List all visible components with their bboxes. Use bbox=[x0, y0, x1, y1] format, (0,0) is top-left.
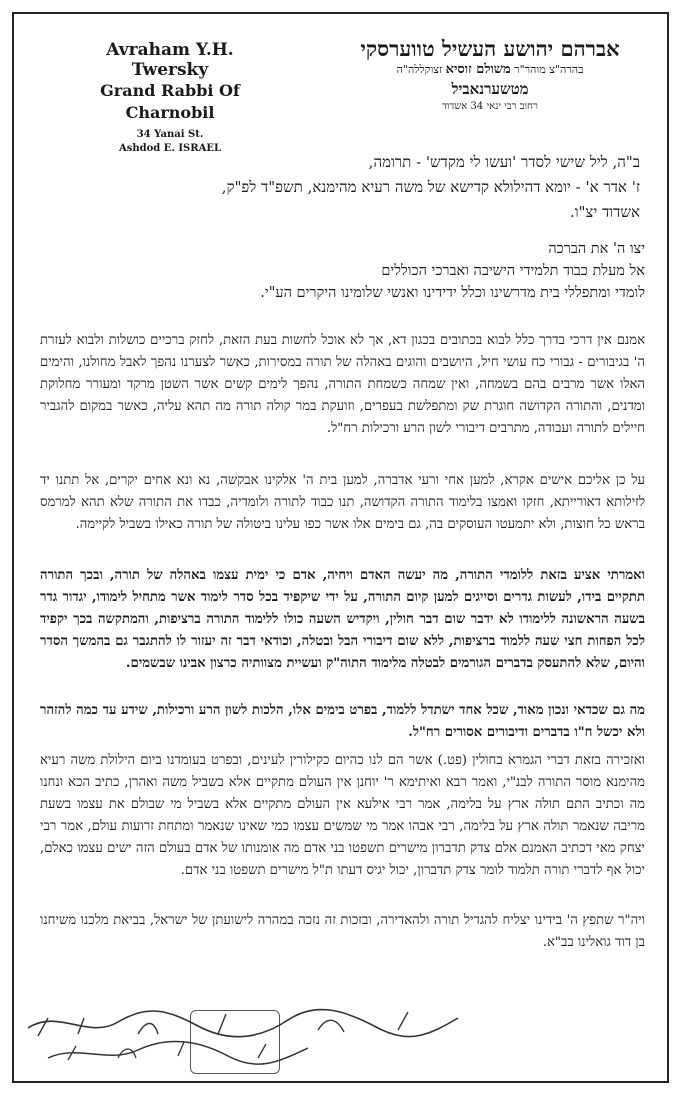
body-paragraph: ואזכירה בזאת דברי הגמרא בחולין (פט.) אשר הם לנו כהיום כקילורין לעינים, ובפרט בעומדנו ביום הילולת משה רעיא מהימנא מוסר התורה לבנ"י, ואמר רבא ואיתימא ר' יוחנן אין העולם מתקיים אלא בשביל משה ואהרן, כתיב הכא ונחנו מה וכתיב התם תולה ארץ על בלימה, אמר רבי אילעא אין העולם מתקיים אלא בשביל מי שבולם את עצמו בשעת מריבה שנאמר תולה ארץ על בלימה, רבי אבהו אמר מי שמשים עצמו כמי שאינו שנאמר ומתחת זרועות עולם, אמר רבי יצחק מאי דכתיב האמנם אלם צדק תדברון מישרים תשפטו בני אדם מה אומנותו של אדם בעולם הזה ישים עצמו כאלם, יכול אף לדברי תורה תלמוד לומר צדק תדברון, יכול יגיס דעתו ת"ל מישרים תשפטו בני אדם. bbox=[40, 753, 645, 878]
lineage-suffix: זצוקללה"ה bbox=[396, 63, 443, 76]
closing-paragraph: ויה"ר שתפץ ה' בידינו יצליח להגדיל תורה ולהאדירה, ובזכות זה נזכה במהרה לישועתן של ישראל, בביאת מלכנו משיחנו בן דוד גואלינו בב"א. bbox=[40, 913, 645, 950]
date-block bbox=[80, 150, 640, 225]
letterhead-hebrew bbox=[340, 36, 640, 114]
greeting-line: אל מעלת כבוד תלמידי הישיבה ואברכי הכוללים bbox=[381, 263, 645, 279]
greeting-line: יצו ה' את הברכה bbox=[548, 241, 645, 257]
lineage-name: משולם זוסיא bbox=[445, 62, 511, 77]
city-he: מטשערנאביל bbox=[451, 80, 529, 98]
greeting-block bbox=[45, 238, 645, 304]
letterhead-english bbox=[70, 40, 270, 156]
lineage-prefix: בהרה"צ מוהר"ר bbox=[514, 63, 584, 76]
body-paragraph-bold: ואמרתי אציע בזאת ללומדי התורה, מה יעשה האדם ויחיה, אדם כי ימית עצמו באהלה של תורה, ובכך התורה תתקיים בידו, לעשות גדרים וסייגים למען קיום התורה, על ידי שיקפיד בכל סדר לימוד אשר מתחיל לימודו, יגדור גדר בשעה הראשונה ללימודו לא ידבר שום דבר חולין, ויקדיש השעה כולו ללימוד התורה ברציפות, והמתקשה בכך יקפיד לכל הפחות חצי שעה ללמוד ברציפות, ללא שום דיבורי הבל ובטלה, וכודאי דבר זה יעזור לו להתגבר גם בהמשך הסדר והיום, שלא להתעסק בדברים הגורמים לבטלה מלימוד התוה"ק ועשיית מצוותיה כרצון אבינו שבשמים. bbox=[40, 568, 645, 671]
body-paragraph: על כן אליכם אישים אקרא, למען אחי ורעי אדברה, למען בית ה' אלקינו אבקשה, נא ונא אחים יקרים, אל תתנו יד לזילותא דאורייתא, חזקו ואמצו בלימוד התורה הקדושה, תנו כבוד לתורה ולומדיה, כבדו את התורה שלא תהא למרמס בראש כל חוצות, ולא יתמעטו העוסקים בה, גם בימים אלו אשר כפו עלינו ביטולה של תורה כאילו בשביל לקיימה. bbox=[40, 473, 645, 532]
date-line: ב"ה, ליל שישי לסדר 'ועשו לי מקדש' - תרומה, bbox=[368, 153, 640, 171]
lineage-line bbox=[340, 62, 640, 78]
address-line-1-en: 34 Yanai St. bbox=[136, 129, 204, 140]
rabbi-title-en: Grand Rabbi Of Charnobil bbox=[100, 81, 240, 122]
rabbi-name-en: Avraham Y.H. Twersky bbox=[106, 40, 234, 80]
body-paragraph-bold: מה גם שכדאי ונכון מאוד, שכל אחד ישתדל ללמוד, בפרט בימים אלו, הלכות לשון הרע ורכילות, שידע עד כמה להזהר ולא יכשל ח"ו בדברים ודיבורים אסורים רח"ל. bbox=[40, 703, 645, 740]
greeting-line: לומדי ומתפללי בית מדרשינו וכלל ידידינו ואנשי שלומינו היקרים הע"י. bbox=[260, 285, 645, 301]
rabbi-name-he: אברהם יהושע העשיל טווערסקי bbox=[360, 36, 620, 61]
date-line: ז' אדר א' - יומא דהילולא קדישא של משה רעיא מהימנא, תשפ"ד לפ"ק, bbox=[221, 178, 640, 196]
address-line-2-en: Ashdod E. ISRAEL bbox=[118, 143, 221, 154]
handwritten-signature bbox=[18, 1000, 468, 1070]
address-he: רחוב רבי ינאי 34 אשדוד bbox=[442, 101, 538, 112]
date-line: אשדוד יצ"ו. bbox=[570, 203, 640, 221]
body-paragraph: אמנם אין דרכי בדרך כלל לבוא בכתובים בכגון דא, אך לא אוכל לחשות בעת הזאת, לחזק ברכיים כושלות ולבוא לעזרת ה' בגיבורים - גבורי כח עושי חיל, היושבים והוגים באהלה של תורה במסירות, כאשר לצערנו נהפך לאבל מחולנו, והימים האלו אשר מרבים בהם בשמחה, ואין שמחה כשמחת התורה, נהפך לימים קשים אשר השטן מרקד ומעורר מחלוקת ומדנים, והתורה הקדושה חוגרת שק ומתפלשת בעפרים, וזועקת במר קולה תורה מה תהא עליה, כאשר במקום להגביר חיילים לתורה ועבודה, מתרבים דיבורי לשון הרע ורכילות רח"ל. bbox=[40, 333, 645, 436]
